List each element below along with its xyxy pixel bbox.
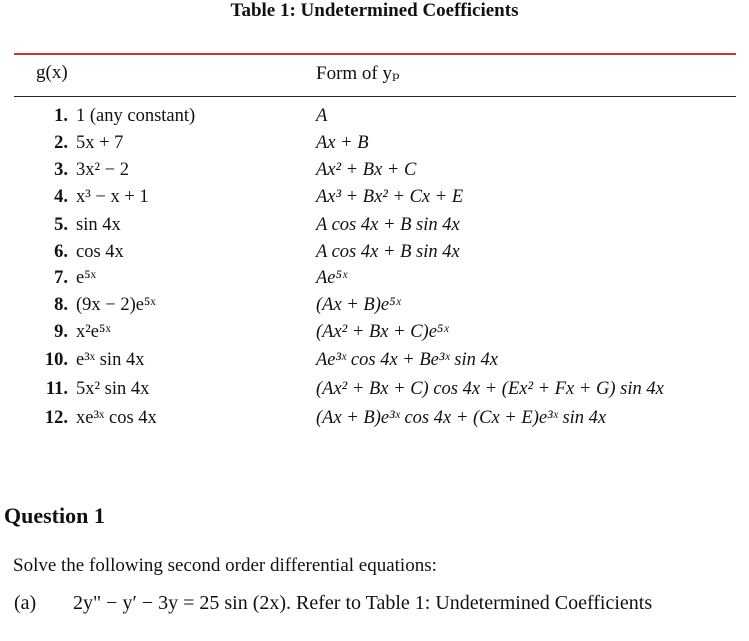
row-yp: Ae³ˣ cos 4x + Be³ˣ sin 4x bbox=[316, 350, 498, 370]
row-yp: A cos 4x + B sin 4x bbox=[316, 242, 460, 262]
row-yp: Ax² + Bx + C bbox=[316, 160, 417, 180]
row-number: 1. bbox=[54, 106, 68, 126]
table-row bbox=[0, 408, 749, 434]
table-row bbox=[0, 242, 749, 268]
row-number: 11. bbox=[45, 379, 68, 399]
row-yp: (Ax + B)e³ˣ cos 4x + (Cx + E)e³ˣ sin 4x bbox=[316, 408, 607, 428]
row-number: 4. bbox=[54, 187, 68, 207]
row-number: 2. bbox=[54, 133, 68, 153]
row-gx: xe³ˣ cos 4x bbox=[76, 408, 157, 428]
row-yp: (Ax + B)e⁵ˣ bbox=[316, 295, 401, 315]
row-gx: (9x − 2)e⁵ˣ bbox=[76, 295, 156, 315]
table-row bbox=[0, 268, 749, 294]
row-gx: x²e⁵ˣ bbox=[76, 322, 111, 342]
row-number: 8. bbox=[54, 295, 68, 315]
row-yp: Ax + B bbox=[316, 133, 369, 153]
table-row bbox=[0, 379, 749, 405]
row-gx: 5x² sin 4x bbox=[76, 379, 150, 399]
row-gx: e⁵ˣ bbox=[76, 268, 97, 288]
table-row bbox=[0, 187, 749, 213]
row-gx: e³ˣ sin 4x bbox=[76, 350, 145, 370]
part-a-label: (a) bbox=[14, 592, 37, 614]
table-row bbox=[0, 215, 749, 241]
row-number: 3. bbox=[54, 160, 68, 180]
table-row bbox=[0, 350, 749, 376]
row-yp: (Ax² + Bx + C)e⁵ˣ bbox=[316, 322, 449, 342]
row-gx: sin 4x bbox=[76, 215, 121, 235]
row-yp: A cos 4x + B sin 4x bbox=[316, 215, 460, 235]
question-instruction: Solve the following second order differential equations: bbox=[13, 555, 437, 576]
row-number: 7. bbox=[54, 268, 68, 288]
column-header-gx: g(x) bbox=[36, 62, 68, 83]
row-yp: (Ax² + Bx + C) cos 4x + (Ex² + Fx + G) sin 4x bbox=[316, 379, 664, 399]
row-gx: cos 4x bbox=[76, 242, 124, 262]
table-row bbox=[0, 106, 749, 132]
table-row bbox=[0, 295, 749, 321]
row-number: 12. bbox=[44, 408, 68, 428]
table-row bbox=[0, 160, 749, 186]
row-number: 10. bbox=[44, 350, 68, 370]
row-yp: Ae⁵ˣ bbox=[316, 268, 348, 288]
table-title: Table 1: Undetermined Coefficients bbox=[230, 0, 519, 21]
row-gx: x³ − x + 1 bbox=[76, 187, 149, 207]
row-gx: 3x² − 2 bbox=[76, 160, 129, 180]
question-title: Question 1 bbox=[4, 503, 105, 528]
row-yp: A bbox=[316, 106, 328, 126]
row-yp: Ax³ + Bx² + Cx + E bbox=[316, 187, 464, 207]
column-header-yp: Form of yₚ bbox=[316, 63, 400, 84]
table-row bbox=[0, 322, 749, 348]
row-gx: 1 (any constant) bbox=[76, 106, 196, 126]
row-number: 9. bbox=[54, 322, 68, 342]
row-number: 5. bbox=[54, 215, 68, 235]
row-number: 6. bbox=[54, 242, 68, 262]
header-rule bbox=[14, 96, 736, 97]
row-gx: 5x + 7 bbox=[76, 133, 124, 153]
table-row bbox=[0, 133, 749, 159]
part-a-equation: 2y" − y′ − 3y = 25 sin (2x). Refer to Table 1: Undetermined Coefficients bbox=[73, 592, 653, 614]
table-top-rule bbox=[14, 53, 736, 55]
